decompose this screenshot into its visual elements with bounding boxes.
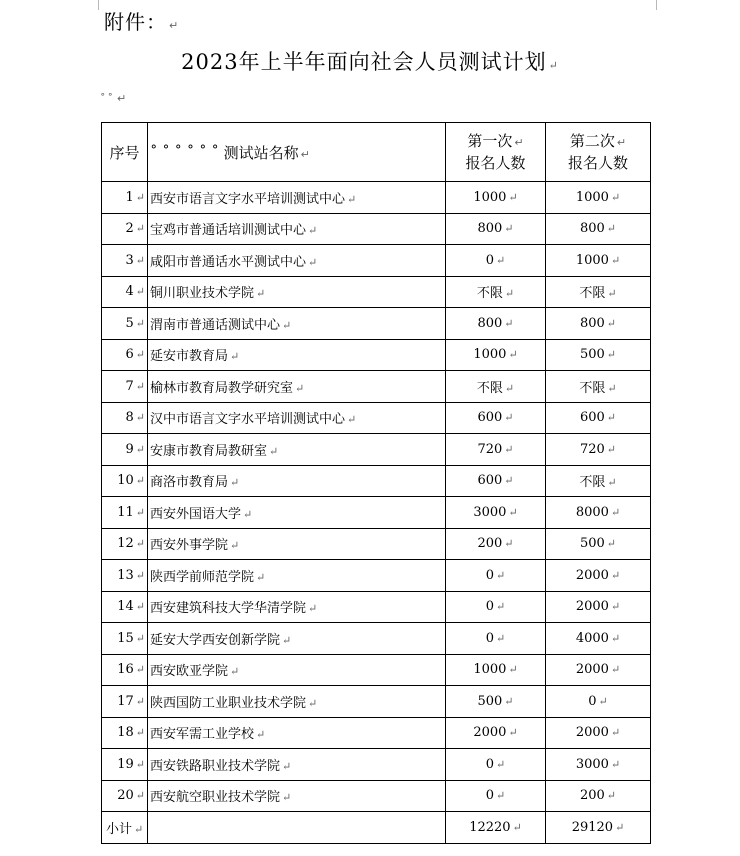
- col-header-second: 第二次 ↵ 报名人数: [546, 123, 651, 182]
- document-title: 2023年上半年面向社会人员测试计划 ↵: [181, 50, 559, 74]
- row-first: 600 ↵: [446, 465, 546, 497]
- page-corner-mark-right: [656, 0, 671, 10]
- total-name-cell: [148, 812, 446, 844]
- row-no: 5 ↵: [102, 308, 148, 340]
- row-no: 12 ↵: [102, 528, 148, 560]
- row-no: 11 ↵: [102, 497, 148, 529]
- row-no: 20 ↵: [102, 780, 148, 812]
- row-name: 宝鸡市普通话培训测试中心 ↵: [148, 213, 446, 245]
- row-second: 720 ↵: [546, 434, 651, 466]
- row-first: 3000 ↵: [446, 497, 546, 529]
- row-no: 4 ↵: [102, 276, 148, 308]
- row-second: 4000 ↵: [546, 623, 651, 655]
- row-first: 0 ↵: [446, 560, 546, 592]
- row-no: 1 ↵: [102, 182, 148, 214]
- row-first: 不限 ↵: [446, 276, 546, 308]
- row-name: 陕西国防工业职业技术学院 ↵: [148, 686, 446, 718]
- row-first: 0 ↵: [446, 780, 546, 812]
- table-row: [102, 749, 651, 781]
- row-name: 汉中市语言文字水平培训测试中心 ↵: [148, 402, 446, 434]
- row-second: 500 ↵: [546, 528, 651, 560]
- table-row: [102, 497, 651, 529]
- table-row: [102, 371, 651, 403]
- row-second: 200 ↵: [546, 780, 651, 812]
- table-row: [102, 528, 651, 560]
- table-row: [102, 308, 651, 340]
- row-second: 8000 ↵: [546, 497, 651, 529]
- table-row: [102, 339, 651, 371]
- row-first: 800 ↵: [446, 213, 546, 245]
- row-no: 16 ↵: [102, 654, 148, 686]
- table-row: [102, 780, 651, 812]
- table-row: [102, 245, 651, 277]
- row-no: 2 ↵: [102, 213, 148, 245]
- row-first: 500 ↵: [446, 686, 546, 718]
- row-no: 8 ↵: [102, 402, 148, 434]
- row-name: 咸阳市普通话水平测试中心 ↵: [148, 245, 446, 277]
- col-header-name: ˚ ˚ ˚ ˚ ˚ ˚ 测试站名称 ↵: [148, 123, 446, 182]
- row-second: 1000 ↵: [546, 245, 651, 277]
- page-corner-mark-left: [84, 0, 99, 10]
- table-row: [102, 591, 651, 623]
- row-name: 西安建筑科技大学华清学院 ↵: [148, 591, 446, 623]
- row-name: 西安外事学院 ↵: [148, 528, 446, 560]
- row-name: 西安外国语大学 ↵: [148, 497, 446, 529]
- row-second: 1000 ↵: [546, 182, 651, 214]
- row-no: 14 ↵: [102, 591, 148, 623]
- row-first: 2000 ↵: [446, 717, 546, 749]
- row-second: 2000 ↵: [546, 717, 651, 749]
- row-first: 0 ↵: [446, 623, 546, 655]
- test-plan-table: [101, 122, 651, 844]
- row-no: 9 ↵: [102, 434, 148, 466]
- table-row: [102, 402, 651, 434]
- table-row: [102, 654, 651, 686]
- table-row: [102, 182, 651, 214]
- row-first: 0 ↵: [446, 749, 546, 781]
- total-second: 29120 ↵: [546, 812, 651, 844]
- row-first: 0 ↵: [446, 591, 546, 623]
- total-label: 小计 ↵: [102, 812, 148, 844]
- row-name: 西安市语言文字水平培训测试中心 ↵: [148, 182, 446, 214]
- row-name: 榆林市教育局教学研究室 ↵: [148, 371, 446, 403]
- row-second: 不限 ↵: [546, 276, 651, 308]
- table-row: [102, 213, 651, 245]
- table-header-row: [102, 123, 651, 182]
- row-name: 铜川职业技术学院 ↵: [148, 276, 446, 308]
- row-no: 15 ↵: [102, 623, 148, 655]
- row-no: 19 ↵: [102, 749, 148, 781]
- row-first: 1000 ↵: [446, 182, 546, 214]
- col-header-first: 第一次 ↵ 报名人数: [446, 123, 546, 182]
- row-name: 延安大学西安创新学院 ↵: [148, 623, 446, 655]
- row-second: 600 ↵: [546, 402, 651, 434]
- row-second: 0 ↵: [546, 686, 651, 718]
- leading-marks: ˚˚ ↵: [100, 92, 129, 105]
- row-first: 600 ↵: [446, 402, 546, 434]
- row-no: 13 ↵: [102, 560, 148, 592]
- row-first: 不限 ↵: [446, 371, 546, 403]
- table-row: [102, 717, 651, 749]
- table-row: [102, 560, 651, 592]
- row-first: 720 ↵: [446, 434, 546, 466]
- row-name: 西安铁路职业技术学院 ↵: [148, 749, 446, 781]
- row-name: 安康市教育局教研室 ↵: [148, 434, 446, 466]
- row-name: 陕西学前师范学院 ↵: [148, 560, 446, 592]
- row-second: 800 ↵: [546, 213, 651, 245]
- row-name: 商洛市教育局 ↵: [148, 465, 446, 497]
- row-second: 2000 ↵: [546, 654, 651, 686]
- table-row: [102, 276, 651, 308]
- row-no: 3 ↵: [102, 245, 148, 277]
- row-first: 200 ↵: [446, 528, 546, 560]
- row-no: 18 ↵: [102, 717, 148, 749]
- row-name: 西安军需工业学校 ↵: [148, 717, 446, 749]
- row-no: 7 ↵: [102, 371, 148, 403]
- row-first: 0 ↵: [446, 245, 546, 277]
- col-header-no: 序号: [102, 123, 148, 182]
- row-no: 17 ↵: [102, 686, 148, 718]
- row-no: 10 ↵: [102, 465, 148, 497]
- row-second: 不限 ↵: [546, 371, 651, 403]
- total-first: 12220 ↵: [446, 812, 546, 844]
- row-second: 3000 ↵: [546, 749, 651, 781]
- row-name: 延安市教育局 ↵: [148, 339, 446, 371]
- row-first: 1000 ↵: [446, 339, 546, 371]
- table-row: [102, 686, 651, 718]
- row-name: 西安航空职业技术学院 ↵: [148, 780, 446, 812]
- row-second: 800 ↵: [546, 308, 651, 340]
- row-second: 2000 ↵: [546, 591, 651, 623]
- table-row: [102, 434, 651, 466]
- row-first: 800 ↵: [446, 308, 546, 340]
- row-first: 1000 ↵: [446, 654, 546, 686]
- row-second: 不限 ↵: [546, 465, 651, 497]
- row-name: 西安欧亚学院 ↵: [148, 654, 446, 686]
- row-second: 500 ↵: [546, 339, 651, 371]
- attachment-label: 附件： ↵: [104, 10, 180, 34]
- row-second: 2000 ↵: [546, 560, 651, 592]
- row-no: 6 ↵: [102, 339, 148, 371]
- table-row: [102, 465, 651, 497]
- row-name: 渭南市普通话测试中心 ↵: [148, 308, 446, 340]
- table-total-row: [102, 812, 651, 844]
- table-row: [102, 623, 651, 655]
